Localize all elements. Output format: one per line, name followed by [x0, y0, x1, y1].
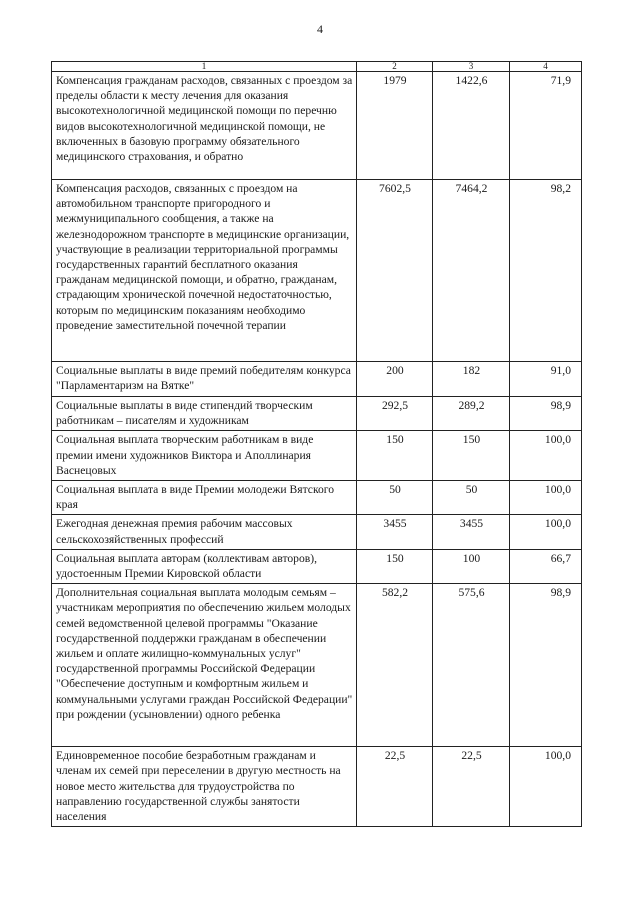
- table-row: [52, 397, 582, 431]
- row-value-col2: 150: [357, 431, 433, 481]
- table-row: [52, 481, 582, 515]
- table-row: [52, 584, 582, 747]
- table-row: [52, 515, 582, 549]
- row-value-col4: 100,0: [510, 747, 582, 827]
- row-description: Социальные выплаты в виде премий победителям конкурса "Парламентаризм на Вятке": [52, 362, 357, 397]
- table-row: [52, 747, 582, 827]
- row-description: Социальная выплата творческим работникам в виде премии имени художников Виктора и Аполлинария Васнецовых: [52, 431, 357, 481]
- row-value-col4: 91,0: [510, 362, 582, 397]
- row-value-col3: 3455: [433, 515, 510, 549]
- row-value-col4: 66,7: [510, 549, 582, 583]
- row-description: Дополнительная социальная выплата молодым семьям – участникам мероприятия по обеспечению жильем молодых семей ведомственной целевой программы "Оказание государственной поддержки гражданам в обеспечении жильем и оплате жилищно-коммунальных услуг" государственной программы Российской Федерации "Обеспечение доступным и комфортным жильем и коммунальными услугами граждан Российской Федерации" при рождении (усыновлении) одного ребенка: [52, 584, 357, 747]
- row-value-col2: 50: [357, 481, 433, 515]
- table-row: [52, 362, 582, 397]
- row-value-col4: 71,9: [510, 72, 582, 180]
- row-description: Компенсация расходов, связанных с проездом на автомобильном транспорте пригородного и межмуниципального сообщения, а также на железнодорожном транспорте в медицинские организации, участвующие в реализации территориальной программы государственных гарантий бесплатного оказания гражданам медицинской помощи, и обратно, гражданам, страдающим хронической почечной недостаточностью, которым по медицинским показаниям необходимо проведение заместительной почечной терапии: [52, 180, 357, 362]
- row-value-col2: 7602,5: [357, 180, 433, 362]
- row-value-col4: 100,0: [510, 431, 582, 481]
- table-row: [52, 180, 582, 362]
- row-value-col2: 292,5: [357, 397, 433, 431]
- row-value-col3: 182: [433, 362, 510, 397]
- row-value-col3: 100: [433, 549, 510, 583]
- table-row: [52, 72, 582, 180]
- row-value-col3: 575,6: [433, 584, 510, 747]
- table-header-row: [52, 62, 582, 72]
- row-description: Социальные выплаты в виде стипендий творческим работникам – писателям и художникам: [52, 397, 357, 431]
- column-header: 2: [357, 62, 433, 72]
- row-value-col4: 100,0: [510, 515, 582, 549]
- table-row: [52, 431, 582, 481]
- row-description: Социальная выплата авторам (коллективам авторов), удостоенным Премии Кировской области: [52, 549, 357, 583]
- column-header: 4: [510, 62, 582, 72]
- row-value-col4: 98,2: [510, 180, 582, 362]
- row-value-col3: 289,2: [433, 397, 510, 431]
- row-description: Ежегодная денежная премия рабочим массовых сельскохозяйственных профессий: [52, 515, 357, 549]
- row-value-col2: 200: [357, 362, 433, 397]
- row-value-col2: 582,2: [357, 584, 433, 747]
- row-value-col3: 150: [433, 431, 510, 481]
- data-table: [51, 61, 582, 827]
- row-description: Единовременное пособие безработным гражданам и членам их семей при переселении в другую местность на новое место жительства для трудоустройства по направлению государственной службы занятости населения: [52, 747, 357, 827]
- row-value-col2: 3455: [357, 515, 433, 549]
- row-description: Компенсация гражданам расходов, связанных с проездом за пределы области к месту лечения для оказания высокотехнологичной медицинской помощи по перечню видов высокотехнологичной медицинской помощи, не включенных в базовую программу обязательного медицинского страхования, и обратно: [52, 72, 357, 180]
- row-value-col2: 22,5: [357, 747, 433, 827]
- row-description: Социальная выплата в виде Премии молодежи Вятского края: [52, 481, 357, 515]
- row-value-col4: 100,0: [510, 481, 582, 515]
- column-header: 1: [52, 62, 357, 72]
- row-value-col2: 150: [357, 549, 433, 583]
- row-value-col2: 1979: [357, 72, 433, 180]
- table-row: [52, 549, 582, 583]
- row-value-col3: 7464,2: [433, 180, 510, 362]
- row-value-col3: 22,5: [433, 747, 510, 827]
- page-number: 4: [317, 22, 323, 36]
- row-value-col3: 1422,6: [433, 72, 510, 180]
- row-value-col4: 98,9: [510, 584, 582, 747]
- column-header: 3: [433, 62, 510, 72]
- row-value-col4: 98,9: [510, 397, 582, 431]
- row-value-col3: 50: [433, 481, 510, 515]
